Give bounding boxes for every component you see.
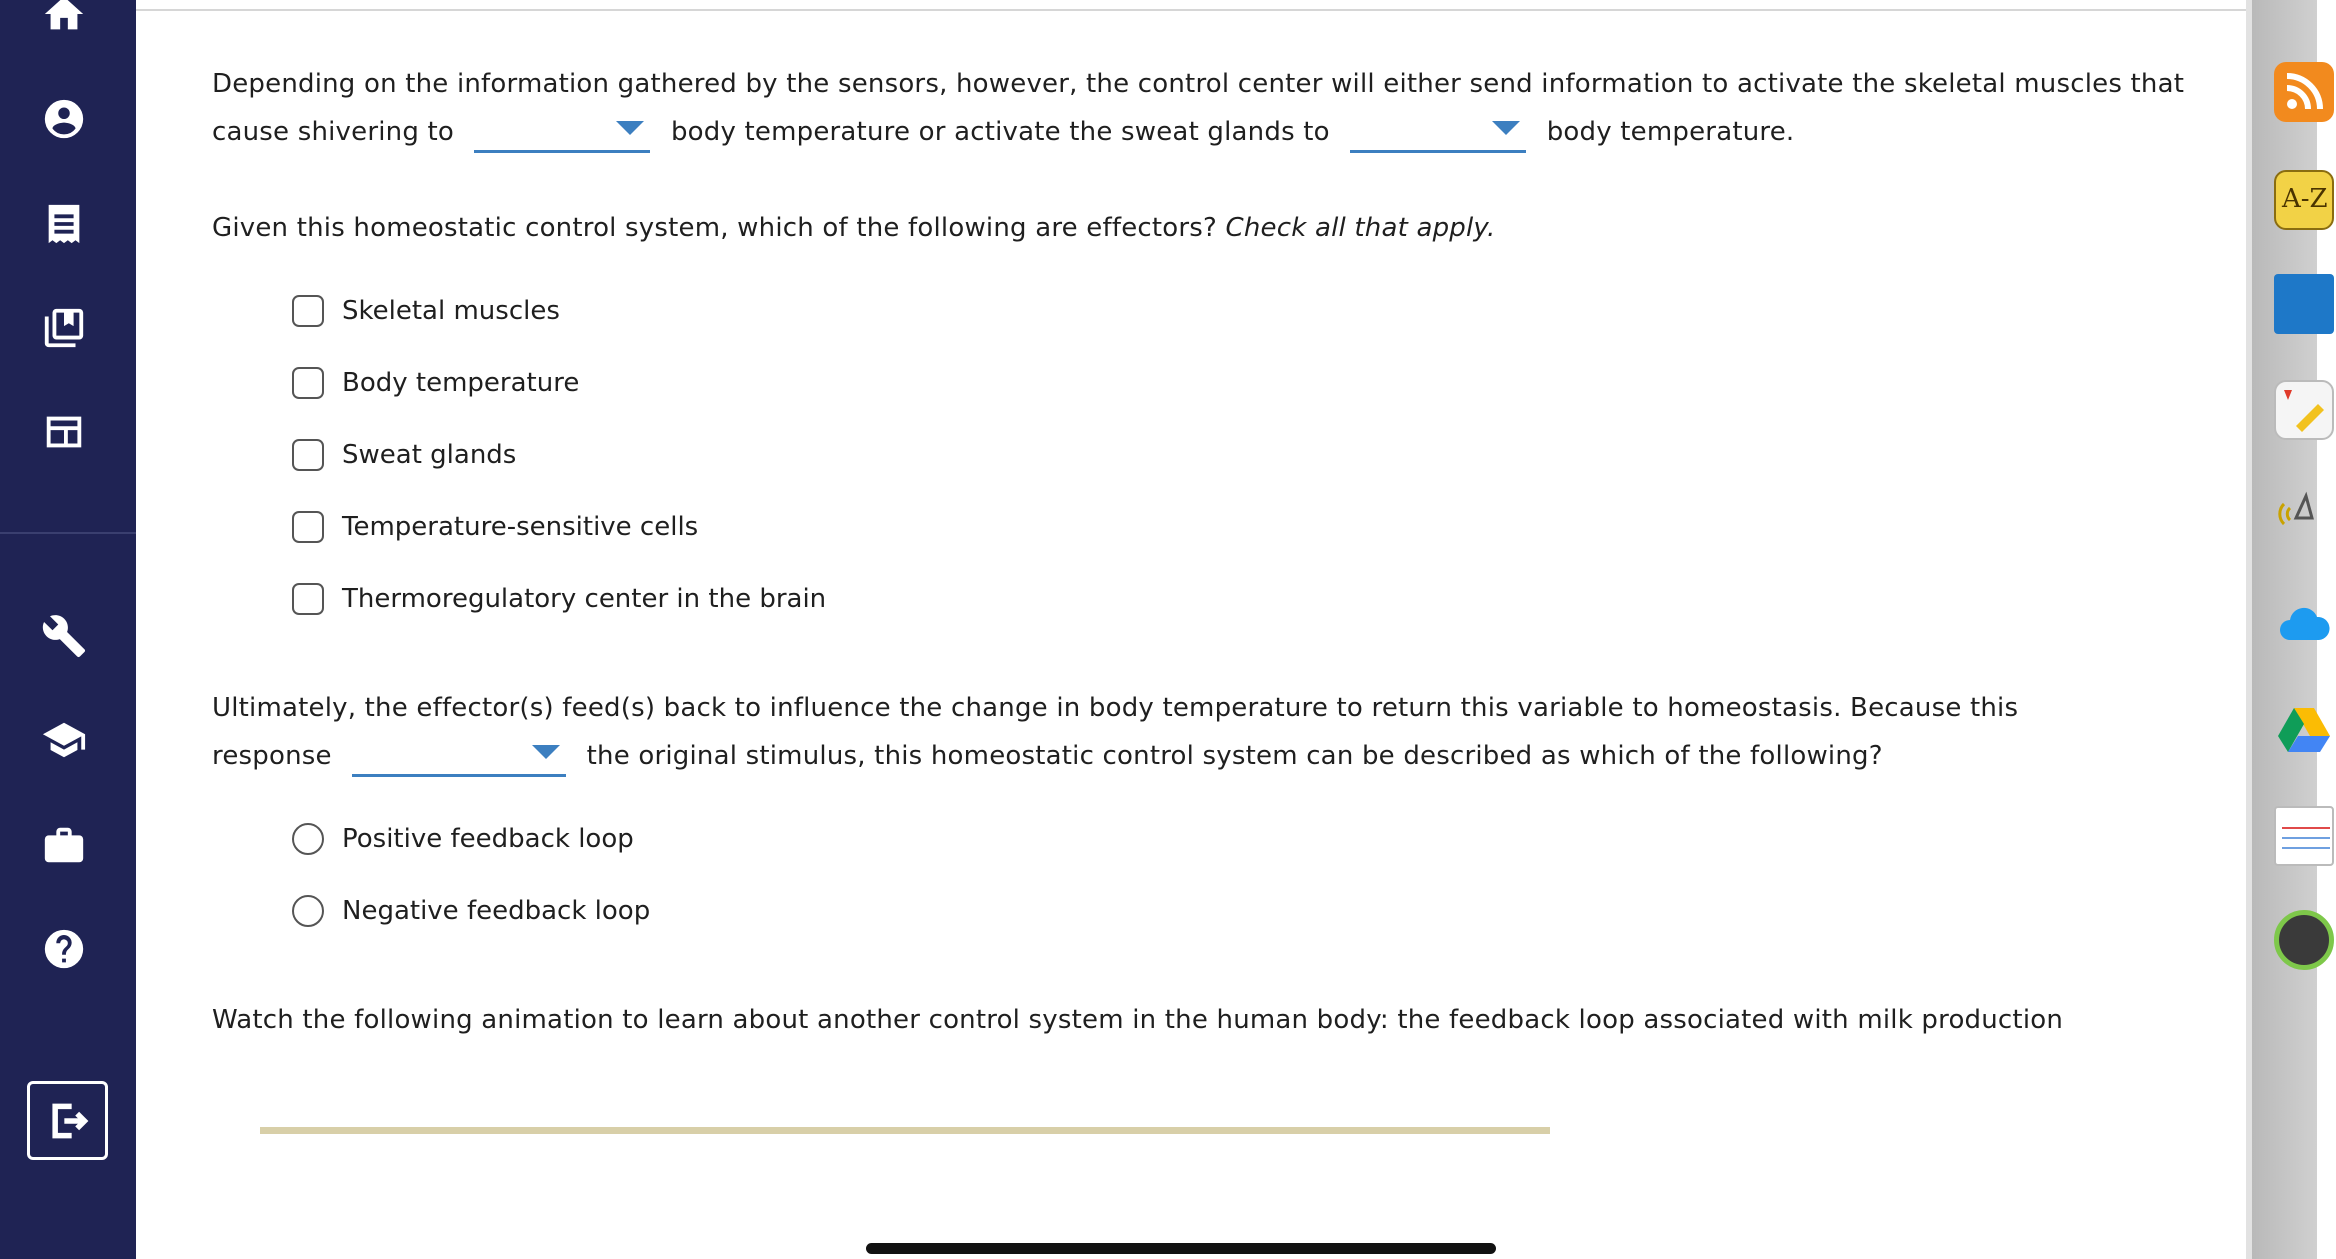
paragraph-1-line-2 <box>212 108 2184 156</box>
loop-option-negative[interactable] <box>292 891 650 931</box>
assignments-icon[interactable] <box>38 198 90 250</box>
sidebar-divider <box>0 532 136 534</box>
paragraph-4: Watch the following animation to learn about another control system in the human body: the feedback loop associated with milk production <box>212 1005 2064 1035</box>
checkbox[interactable] <box>292 511 324 543</box>
help-icon[interactable] <box>38 923 90 975</box>
radio-button[interactable] <box>292 895 324 927</box>
drive-icon[interactable] <box>2274 700 2334 760</box>
effector-option-skeletal-muscles[interactable] <box>292 291 560 331</box>
index-cards-icon[interactable] <box>2274 806 2334 866</box>
dictionary-label: A-Z <box>2282 184 2328 214</box>
paragraph-3-text-a: response <box>212 741 332 771</box>
notes-icon[interactable] <box>2274 380 2334 440</box>
option-label: Body temperature <box>342 368 580 398</box>
account-icon[interactable] <box>38 93 90 145</box>
check-all-instruction: Check all that apply. <box>1225 213 1496 243</box>
paragraph-1-text-b: body temperature or activate the sweat glands to <box>670 117 1330 147</box>
paragraph-3-text-b: the original stimulus, this homeostatic control system can be described as which of the following? <box>586 741 1883 771</box>
dock <box>2252 0 2328 1259</box>
chevron-down-icon <box>532 745 560 759</box>
paragraph-3 <box>212 684 2018 780</box>
top-divider <box>136 9 2246 11</box>
paragraph-3-line-2 <box>212 732 2018 780</box>
study-area-icon[interactable] <box>38 714 90 766</box>
option-label: Temperature-sensitive cells <box>342 512 699 542</box>
cloud-icon[interactable] <box>2274 596 2334 656</box>
checkbox[interactable] <box>292 439 324 471</box>
book-icon[interactable] <box>2274 274 2334 334</box>
effector-option-thermoregulatory-center[interactable] <box>292 579 826 619</box>
effector-option-body-temperature[interactable] <box>292 363 579 403</box>
paragraph-1-text-c: body temperature. <box>1546 117 1795 147</box>
home-indicator <box>866 1243 1496 1254</box>
library-icon[interactable] <box>38 302 90 354</box>
effector-option-sweat-glands[interactable] <box>292 435 516 475</box>
option-label: Negative feedback loop <box>342 896 651 926</box>
effector-option-temperature-sensitive-cells[interactable] <box>292 507 698 547</box>
animation-player-bar[interactable] <box>260 1127 1550 1134</box>
checkbox[interactable] <box>292 295 324 327</box>
chevron-down-icon <box>616 121 644 135</box>
option-label: Positive feedback loop <box>342 824 634 854</box>
sidebar-nav <box>0 0 136 1259</box>
dictionary-icon[interactable] <box>2274 170 2334 230</box>
paragraph-3-line-1: Ultimately, the effector(s) feed(s) back to influence the change in body temperature to return this variable to homeostasis. Because this <box>212 693 2019 723</box>
sign-out-icon <box>46 1099 90 1143</box>
sweat-glands-effect-dropdown[interactable] <box>1350 113 1526 153</box>
question-content <box>136 0 2246 1259</box>
sign-out-button[interactable] <box>27 1081 108 1160</box>
course-home-icon[interactable] <box>38 406 90 458</box>
effectors-question: Given this homeostatic control system, which of the following are effectors? <box>212 213 1218 243</box>
podcast-icon[interactable] <box>2274 484 2334 544</box>
home-icon[interactable] <box>38 0 90 40</box>
option-label: Skeletal muscles <box>342 296 560 326</box>
loop-option-positive[interactable] <box>292 819 634 859</box>
radio-button[interactable] <box>292 823 324 855</box>
paragraph-1-text-a: cause shivering to <box>212 117 455 147</box>
paragraph-2 <box>212 204 1495 252</box>
checkbox[interactable] <box>292 367 324 399</box>
tools-icon[interactable] <box>38 610 90 662</box>
option-label: Sweat glands <box>342 440 517 470</box>
option-label: Thermoregulatory center in the brain <box>342 584 827 614</box>
briefcase-icon[interactable] <box>38 819 90 871</box>
app-icon[interactable] <box>2274 910 2334 970</box>
shivering-effect-dropdown[interactable] <box>474 113 650 153</box>
rss-icon[interactable] <box>2274 62 2334 122</box>
checkbox[interactable] <box>292 583 324 615</box>
paragraph-1-line-1: Depending on the information gathered by the sensors, however, the control center will either send information to activate the skeletal muscles that <box>212 69 2185 99</box>
response-effect-dropdown[interactable] <box>352 737 566 777</box>
chevron-down-icon <box>1492 121 1520 135</box>
paragraph-1 <box>212 60 2184 156</box>
